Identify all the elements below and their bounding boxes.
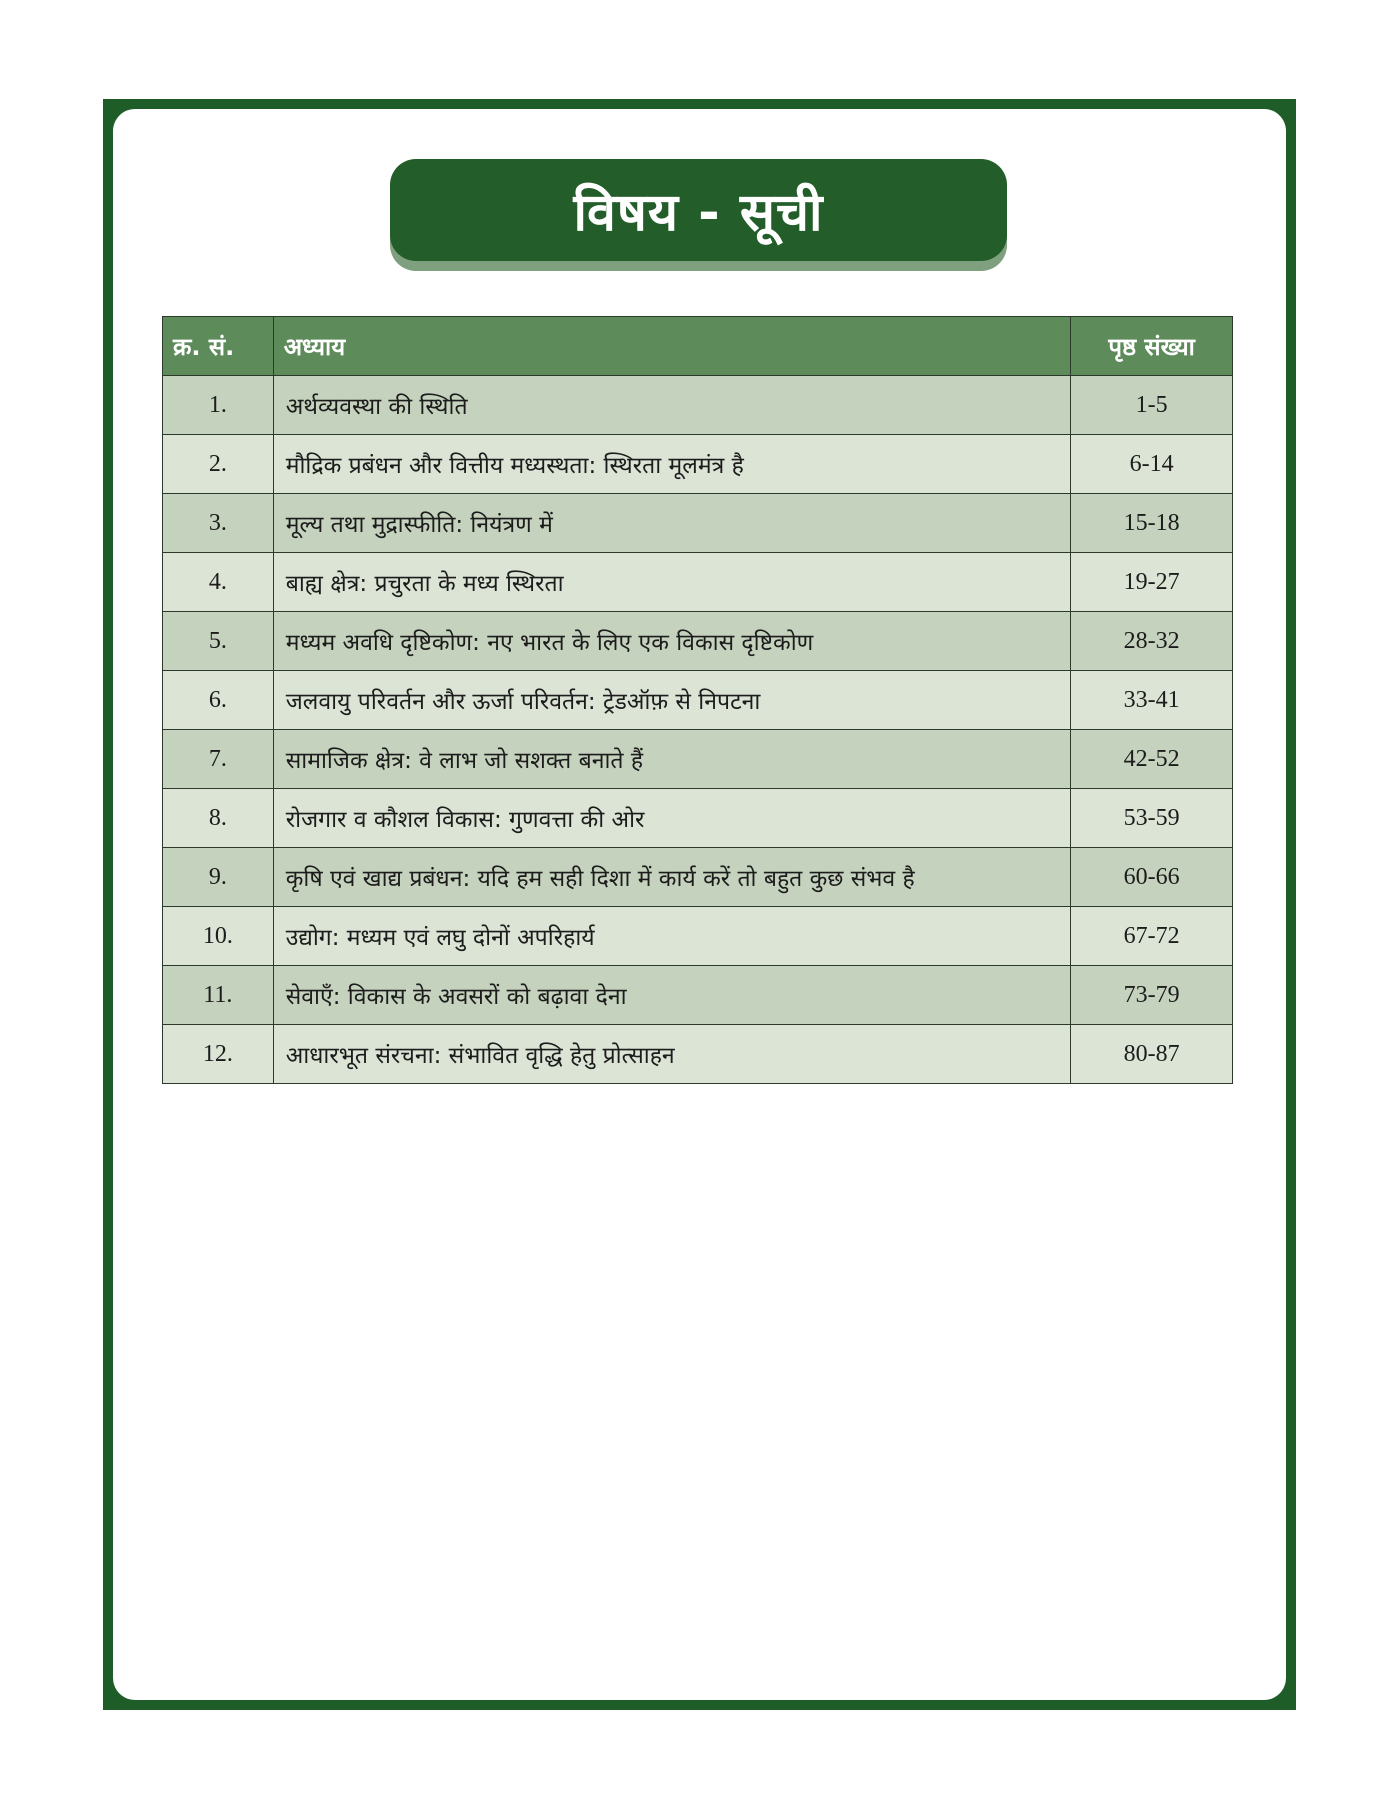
chapter-title: अर्थव्यवस्था की स्थिति <box>273 376 1070 435</box>
table-row <box>163 789 1233 848</box>
chapter-number: 4. <box>163 553 274 612</box>
chapter-page-range: 28-32 <box>1071 612 1233 671</box>
chapter-page-range: 73-79 <box>1071 966 1233 1025</box>
table-header-row <box>163 317 1233 376</box>
chapter-number: 7. <box>163 730 274 789</box>
header-serial-number: क्र. सं. <box>163 317 274 376</box>
chapter-page-range: 53-59 <box>1071 789 1233 848</box>
table-row <box>163 730 1233 789</box>
chapter-title: उद्योग: मध्यम एवं लघु दोनों अपरिहार्य <box>273 907 1070 966</box>
chapter-page-range: 60-66 <box>1071 848 1233 907</box>
page-title: विषय - सूची <box>573 182 824 243</box>
chapter-title: आधारभूत संरचना: संभावित वृद्धि हेतु प्रोत्साहन <box>273 1025 1070 1084</box>
table-row <box>163 907 1233 966</box>
chapter-number: 2. <box>163 435 274 494</box>
chapter-title: सेवाएँ: विकास के अवसरों को बढ़ावा देना <box>273 966 1070 1025</box>
chapter-number: 9. <box>163 848 274 907</box>
chapter-page-range: 33-41 <box>1071 671 1233 730</box>
table-row <box>163 435 1233 494</box>
table-row <box>163 966 1233 1025</box>
chapter-title: रोजगार व कौशल विकास: गुणवत्ता की ओर <box>273 789 1070 848</box>
title-banner <box>390 159 1007 261</box>
chapter-title: जलवायु परिवर्तन और ऊर्जा परिवर्तन: ट्रेडऑफ़ से निपटना <box>273 671 1070 730</box>
table-of-contents <box>162 316 1233 1084</box>
table-row <box>163 376 1233 435</box>
header-chapter: अध्याय <box>273 317 1070 376</box>
chapter-page-range: 80-87 <box>1071 1025 1233 1084</box>
chapter-page-range: 1-5 <box>1071 376 1233 435</box>
table-row <box>163 612 1233 671</box>
table-row <box>163 848 1233 907</box>
chapter-title: कृषि एवं खाद्य प्रबंधन: यदि हम सही दिशा में कार्य करें तो बहुत कुछ संभव है <box>273 848 1070 907</box>
chapter-number: 5. <box>163 612 274 671</box>
table-body <box>163 376 1233 1084</box>
chapter-page-range: 42-52 <box>1071 730 1233 789</box>
header-page-number: पृष्ठ संख्या <box>1071 317 1233 376</box>
chapter-title: मौद्रिक प्रबंधन और वित्तीय मध्यस्थता: स्थिरता मूलमंत्र है <box>273 435 1070 494</box>
table-row <box>163 671 1233 730</box>
chapter-number: 12. <box>163 1025 274 1084</box>
chapter-title: बाह्य क्षेत्र: प्रचुरता के मध्य स्थिरता <box>273 553 1070 612</box>
chapter-number: 6. <box>163 671 274 730</box>
chapter-title: सामाजिक क्षेत्र: वे लाभ जो सशक्त बनाते हैं <box>273 730 1070 789</box>
chapter-number: 8. <box>163 789 274 848</box>
chapter-title: मूल्य तथा मुद्रास्फीति: नियंत्रण में <box>273 494 1070 553</box>
chapter-page-range: 19-27 <box>1071 553 1233 612</box>
table-row <box>163 1025 1233 1084</box>
chapter-number: 1. <box>163 376 274 435</box>
chapter-number: 10. <box>163 907 274 966</box>
chapter-page-range: 67-72 <box>1071 907 1233 966</box>
chapter-title: मध्यम अवधि दृष्टिकोण: नए भारत के लिए एक विकास दृष्टिकोण <box>273 612 1070 671</box>
table-row <box>163 494 1233 553</box>
chapter-page-range: 6-14 <box>1071 435 1233 494</box>
chapter-page-range: 15-18 <box>1071 494 1233 553</box>
chapter-number: 3. <box>163 494 274 553</box>
chapter-number: 11. <box>163 966 274 1025</box>
table-row <box>163 553 1233 612</box>
